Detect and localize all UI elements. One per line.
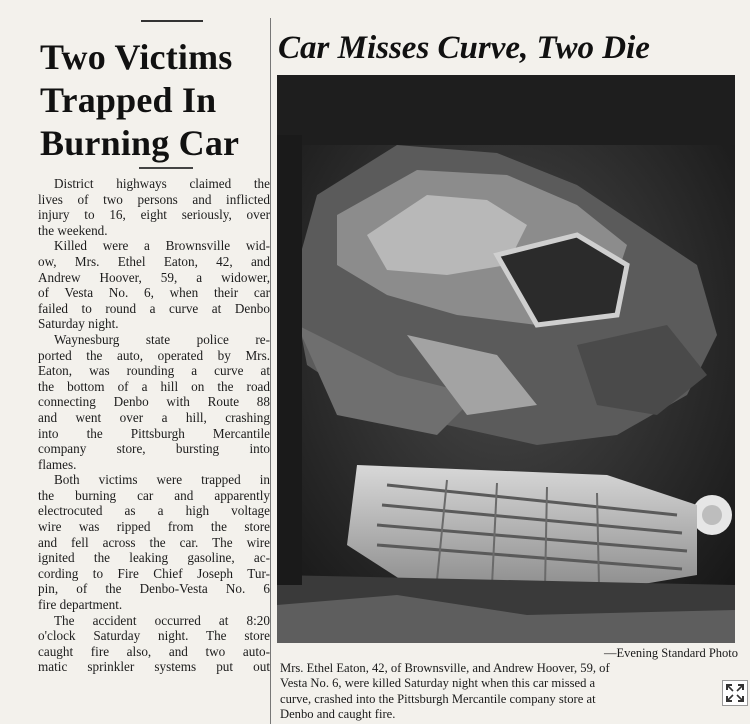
left-headline-line: Burning Car [40,123,240,163]
article-line: Eaton, was rounding a curve at [38,363,270,379]
left-headline [40,36,270,165]
article-line: electrocuted as a high voltage [38,503,270,519]
caption-line: Mrs. Ethel Eaton, 42, of Brownsville, and Andrew Hoover, 59, of [280,661,610,675]
article-line: and fell across the car. The wire [38,534,270,550]
article-line: ow, Mrs. Ethel Eaton, 42, and [38,253,270,269]
article-line: the burning car and apparently [38,487,270,503]
photo-credit: —Evening Standard Photo [603,646,738,660]
wrecked-car-photo [277,75,735,643]
article-line: The accident occurred at 8:20 [54,612,270,628]
article-line: the weekend. [38,222,108,238]
article-line: wire was ripped from the store [38,519,270,535]
headline-rule [139,167,193,169]
article-line: connecting Denbo with Route 88 [38,394,270,410]
article-line: injury to 16, eight seriously, over [38,207,270,223]
article-line: Both victims were trapped in [54,472,270,488]
article-line: matic sprinkler systems put out [38,659,270,675]
article-line: and went over a hill, crashing [38,409,270,425]
photo-headline: Car Misses Curve, Two Die [278,30,650,66]
article-line: Waynesburg state police re- [54,331,270,347]
top-rule [141,20,203,22]
article-line: cording to Fire Chief Joseph Tur- [38,565,270,581]
article-line: of Vesta No. 6, when their car [38,285,270,301]
article-line: lives of two persons and inflicted [38,191,270,207]
article-line: into the Pittsburgh Mercantile [38,425,270,441]
article-body [38,176,270,675]
article-line: caught fire also, and two auto- [38,643,270,659]
article-line: Saturday night. [38,316,119,332]
article-line: flames. [38,456,77,472]
left-column [36,0,271,724]
caption-line: curve, crashed into the Pittsburgh Mercantile company store at [280,691,596,706]
expand-icon[interactable] [722,680,748,706]
article-line: Andrew Hoover, 59, a widower, [38,269,270,285]
article-line: pin, of the Denbo-Vesta No. 6 [38,581,270,597]
caption-line: Vesta No. 6, were killed Saturday night when this car missed a [280,676,596,691]
photo-caption [280,661,738,723]
article-line: o'clock Saturday night. The store [38,628,270,644]
caption-line: Denbo and caught fire. [280,707,396,722]
article-line: fire department. [38,597,123,613]
article-line: company store, bursting into [38,441,270,457]
article-line: ignited the leaking gasoline, ac- [38,550,270,566]
article-line: ported the auto, operated by Mrs. [38,347,270,363]
column-divider [270,18,271,724]
article-line: failed to round a curve at Denbo [38,300,270,316]
article-line: the bottom of a hill on the road [38,378,270,394]
left-headline-line: Trapped In [40,80,217,120]
left-headline-line: Two Victims [40,37,233,77]
article-line: Killed were a Brownsville wid- [54,238,270,254]
article-line: District highways claimed the [54,176,270,191]
